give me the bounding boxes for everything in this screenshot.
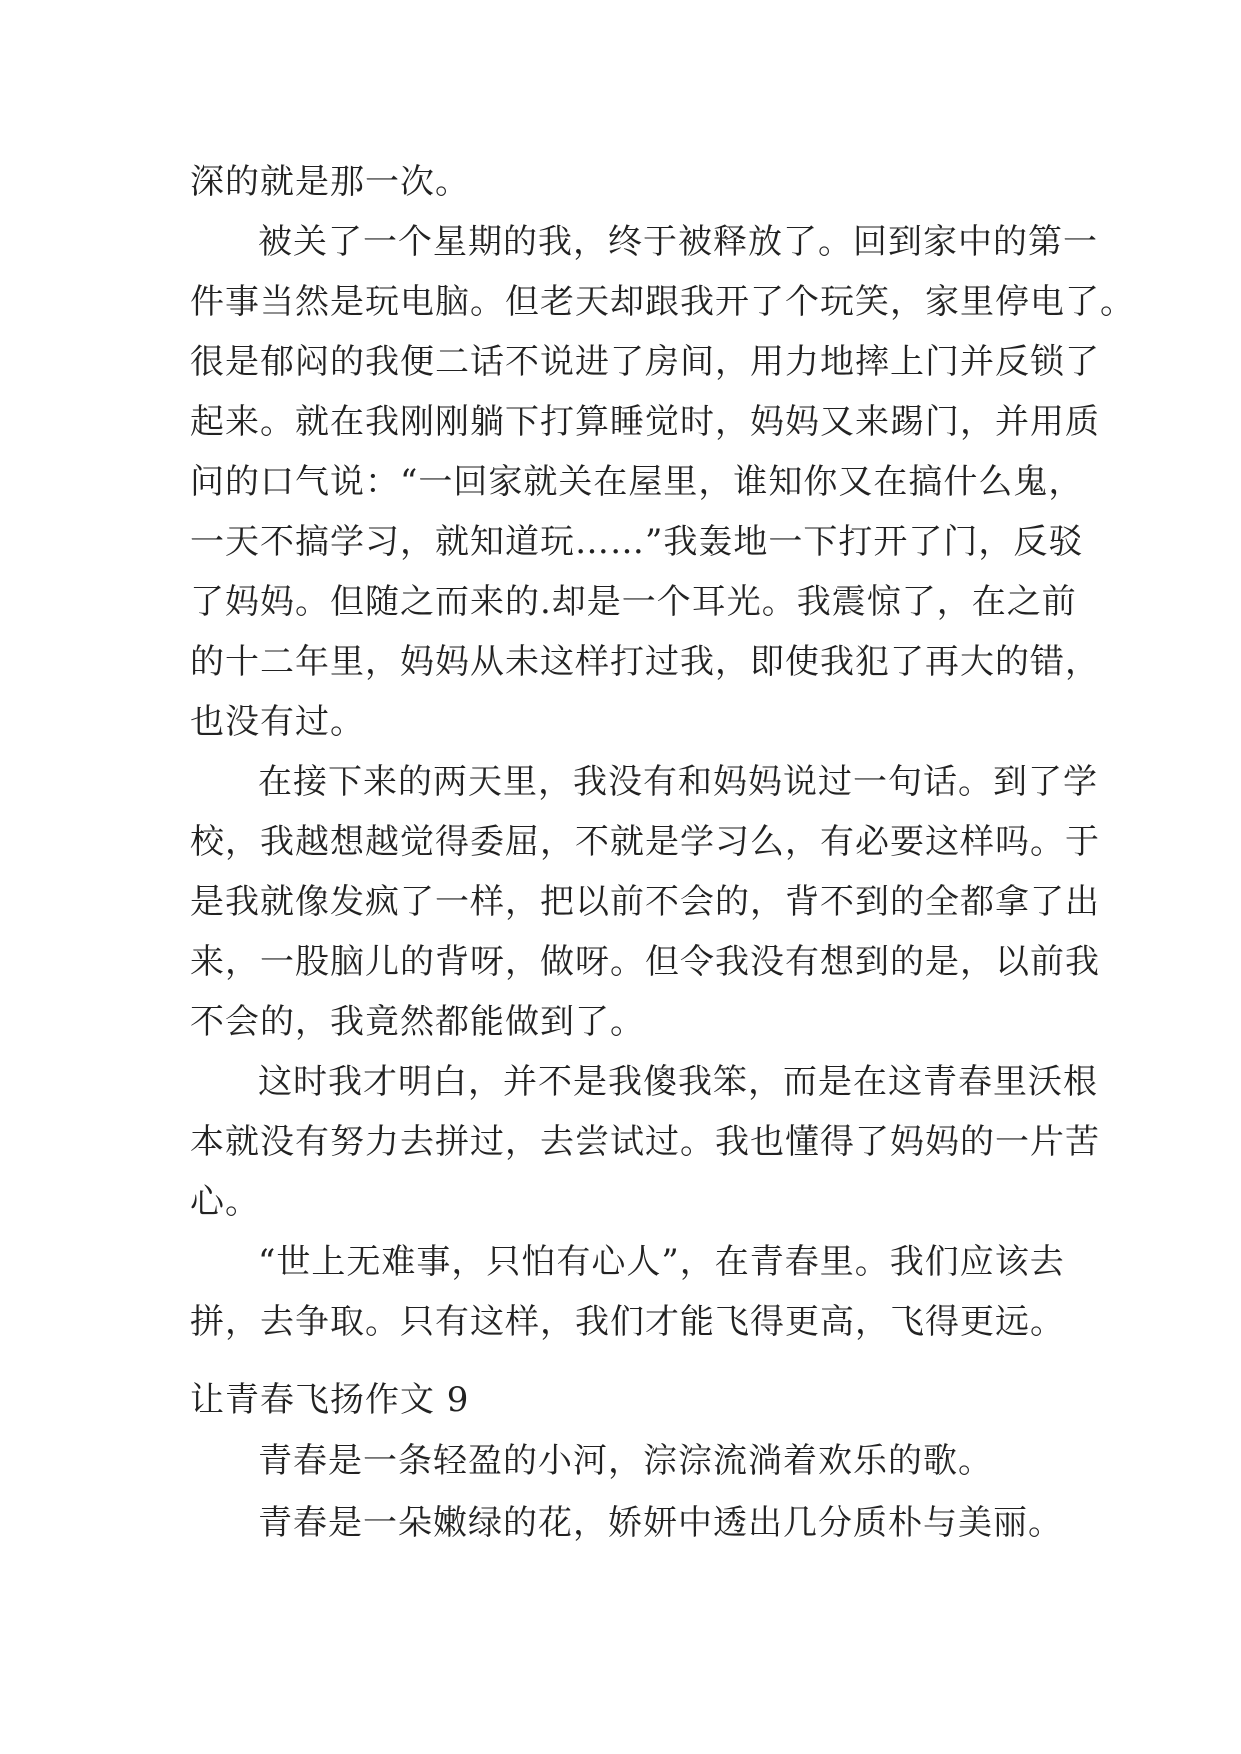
text-line: 是我就像发疯了一样，把以前不会的，背不到的全都拿了出: [190, 882, 1100, 922]
text-line: 拼，去争取。只有这样，我们才能飞得更高，飞得更远。: [190, 1302, 1065, 1342]
text-line: 本就没有努力去拼过，去尝试过。我也懂得了妈妈的一片苦: [190, 1122, 1100, 1162]
text-line: 一天不搞学习，就知道玩……”我轰地一下打开了门，反驳: [190, 522, 1084, 562]
essay-section-9: [190, 1370, 1063, 1554]
text-line: 这时我才明白，并不是我傻我笨，而是在这青春里沃根: [258, 1062, 1098, 1102]
text-line: 了妈妈。但随之而来的.却是一个耳光。我震惊了，在之前: [190, 582, 1077, 622]
text-line: 不会的，我竟然都能做到了。: [190, 1002, 645, 1042]
text-line: 被关了一个星期的我，终于被释放了。回到家中的第一: [258, 222, 1098, 262]
text-line: 很是郁闷的我便二话不说进了房间，用力地摔上门并反锁了: [190, 342, 1100, 382]
text-line: 青春是一条轻盈的小河，淙淙流淌着欢乐的歌。: [258, 1441, 993, 1481]
essay-body: [190, 152, 1135, 1352]
text-line: 在接下来的两天里，我没有和妈妈说过一句话。到了学: [258, 762, 1098, 802]
text-line: “世上无难事，只怕有心人”，在青春里。我们应该去: [258, 1242, 1065, 1282]
text-line: 件事当然是玩电脑。但老天却跟我开了个玩笑，家里停电了。: [190, 282, 1135, 322]
text-line: 的十二年里，妈妈从未这样打过我，即使我犯了再大的错，: [190, 642, 1100, 682]
section-title: 让青春飞扬作文 9: [190, 1380, 470, 1420]
text-line: 来，一股脑儿的背呀，做呀。但令我没有想到的是，以前我: [190, 942, 1100, 982]
text-line: 心。: [190, 1182, 260, 1222]
text-line: 起来。就在我刚刚躺下打算睡觉时，妈妈又来踢门，并用质: [190, 402, 1100, 442]
text-line: 青春是一朵嫩绿的花，娇妍中透出几分质朴与美丽。: [258, 1503, 1063, 1543]
text-line: 校，我越想越觉得委屈，不就是学习么，有必要这样吗。于: [190, 822, 1100, 862]
text-line: 问的口气说：“一回家就关在屋里，谁知你又在搞什么鬼，: [190, 462, 1084, 502]
text-line: 也没有过。: [190, 702, 365, 742]
text-line: 深的就是那一次。: [190, 162, 470, 202]
